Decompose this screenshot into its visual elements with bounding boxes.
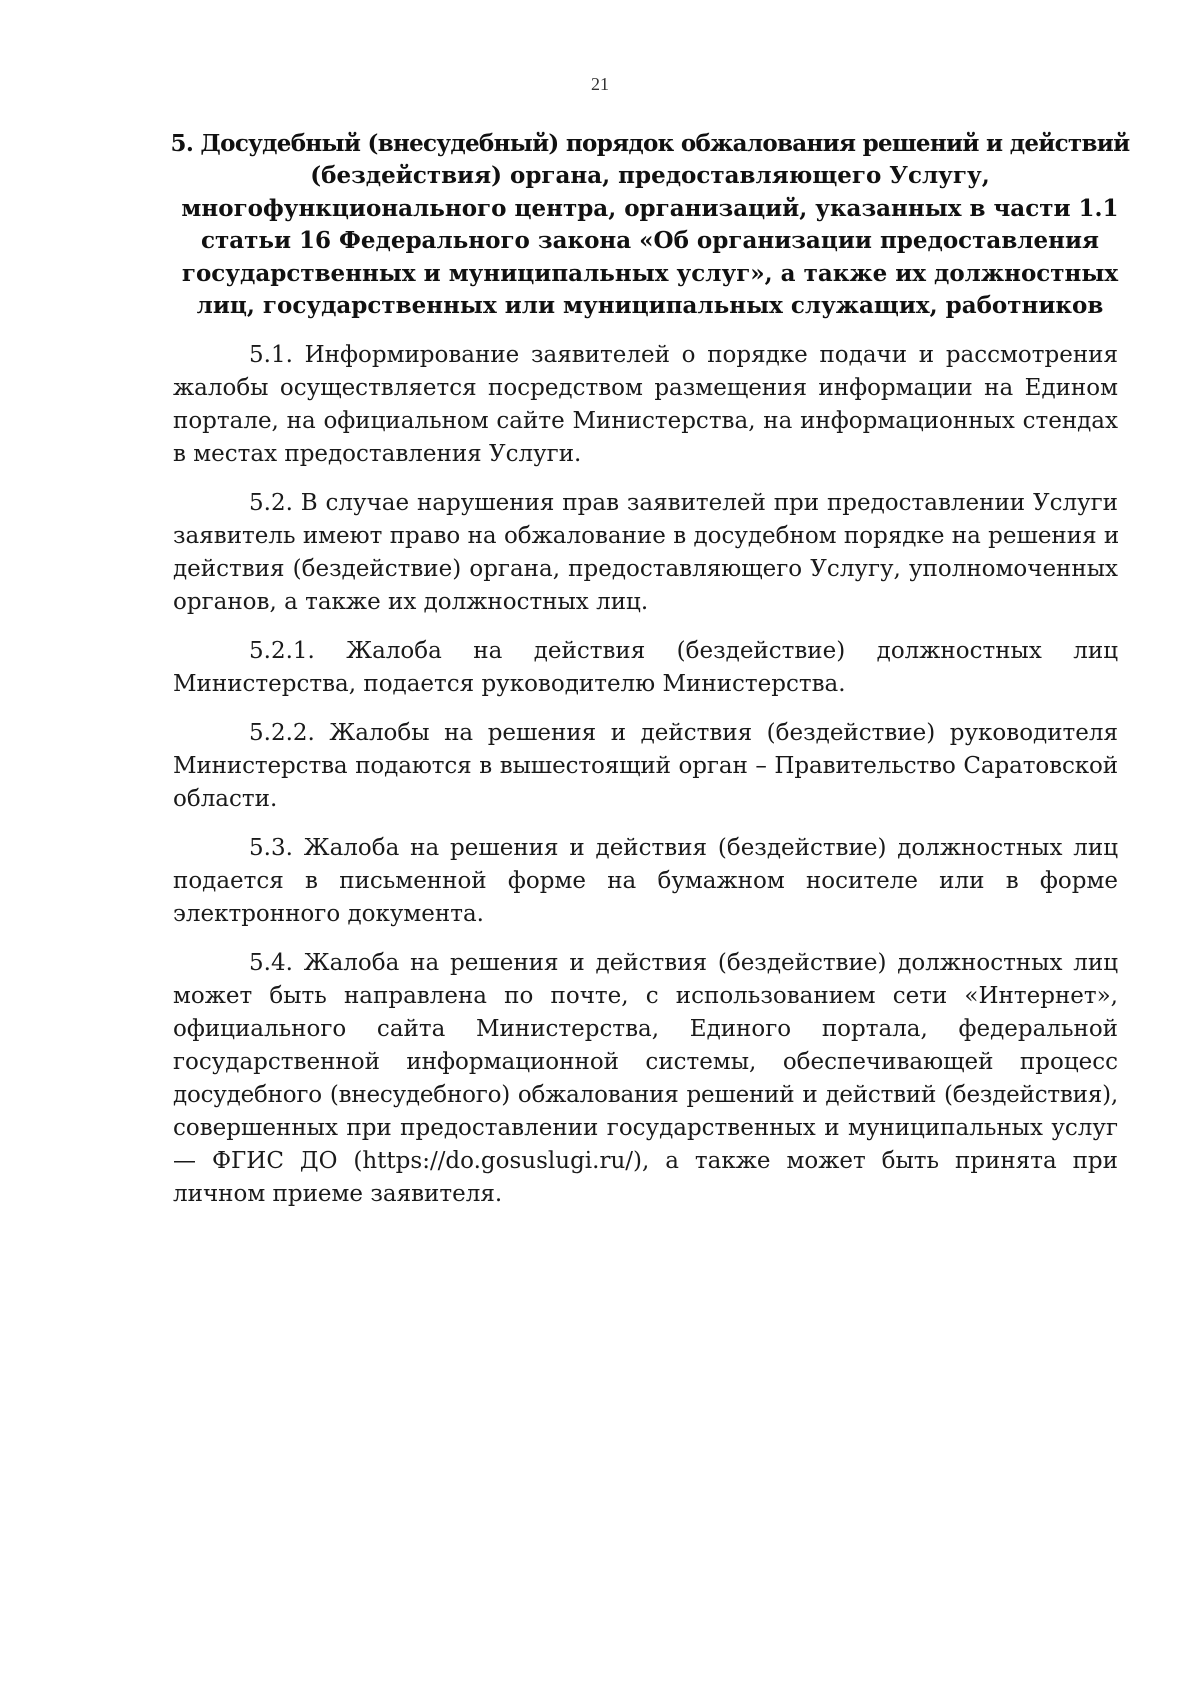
text-line: области. — [173, 786, 278, 812]
document-body — [173, 339, 1118, 1227]
paragraph-5-2-1 — [173, 635, 1118, 701]
text-line: заявитель имеют право на обжалование в досудебном порядке на решения и — [173, 523, 1120, 549]
heading-line: (бездействия) органа, предоставляющего Услугу, — [310, 162, 990, 190]
heading-line: государственных и муниципальных услуг», а также их должностных — [181, 259, 1119, 287]
text-line: 5.4. Жалоба на решения и действия (бездействие) должностных лиц — [249, 950, 1118, 976]
text-line: в местах предоставления Услуги. — [173, 441, 582, 467]
text-line: жалобы осуществляется посредством размещения информации на Едином — [173, 375, 1118, 401]
text-line: может быть направлена по почте, с использованием сети «Интернет», — [173, 983, 1118, 1009]
text-line: Министерства, подается руководителю Министерства. — [173, 671, 846, 697]
page-number: 21 — [591, 74, 609, 94]
text-line: органов, а также их должностных лиц. — [173, 589, 649, 615]
text-line: 5.1. Информирование заявителей о порядке подачи и рассмотрения — [249, 342, 1118, 368]
paragraph-5-4 — [173, 947, 1118, 1211]
paragraph-5-1 — [173, 339, 1118, 471]
text-line: Министерства подаются в вышестоящий орган – Правительство Саратовской — [173, 753, 1118, 779]
text-line: электронного документа. — [173, 901, 484, 927]
text-line: подается в письменной форме на бумажном носителе или в форме — [173, 868, 1118, 894]
text-line: государственной информационной системы, обеспечивающей процесс — [173, 1049, 1118, 1075]
text-line: действия (бездействие) органа, предоставляющего Услугу, уполномоченных — [173, 556, 1118, 582]
text-line: 5.3. Жалоба на решения и действия (бездействие) должностных лиц — [249, 835, 1118, 861]
paragraph-5-2 — [173, 487, 1118, 619]
text-line: официального сайта Министерства, Единого портала, федеральной — [173, 1016, 1118, 1042]
heading-line: статьи 16 Федерального закона «Об организации предоставления — [200, 227, 1100, 255]
text-line: — ФГИС ДО (https://do.gosuslugi.ru/), а также может быть принята при — [173, 1148, 1118, 1174]
paragraph-5-3 — [173, 832, 1118, 931]
text-line: личном приеме заявителя. — [173, 1181, 503, 1207]
text-line: 5.2.1. Жалоба на действия (бездействие) должностных лиц — [249, 638, 1118, 664]
heading-line: многофункционального центра, организаций, указанных в части 1.1 — [181, 194, 1119, 222]
section-heading — [170, 128, 1130, 322]
text-line: 5.2. В случае нарушения прав заявителей при предоставлении Услуги — [249, 490, 1118, 516]
text-line: 5.2.2. Жалобы на решения и действия (бездействие) руководителя — [249, 720, 1118, 746]
paragraph-5-2-2 — [173, 717, 1118, 816]
text-line: портале, на официальном сайте Министерства, на информационных стендах — [173, 408, 1118, 434]
heading-line: лиц, государственных или муниципальных служащих, работников — [196, 292, 1104, 320]
text-line: совершенных при предоставлении государственных и муниципальных услуг — [173, 1115, 1118, 1141]
heading-line: 5. Досудебный (внесудебный) порядок обжалования решений и действий — [170, 130, 1130, 157]
text-line: досудебного (внесудебного) обжалования решений и действий (бездействия), — [173, 1082, 1118, 1108]
